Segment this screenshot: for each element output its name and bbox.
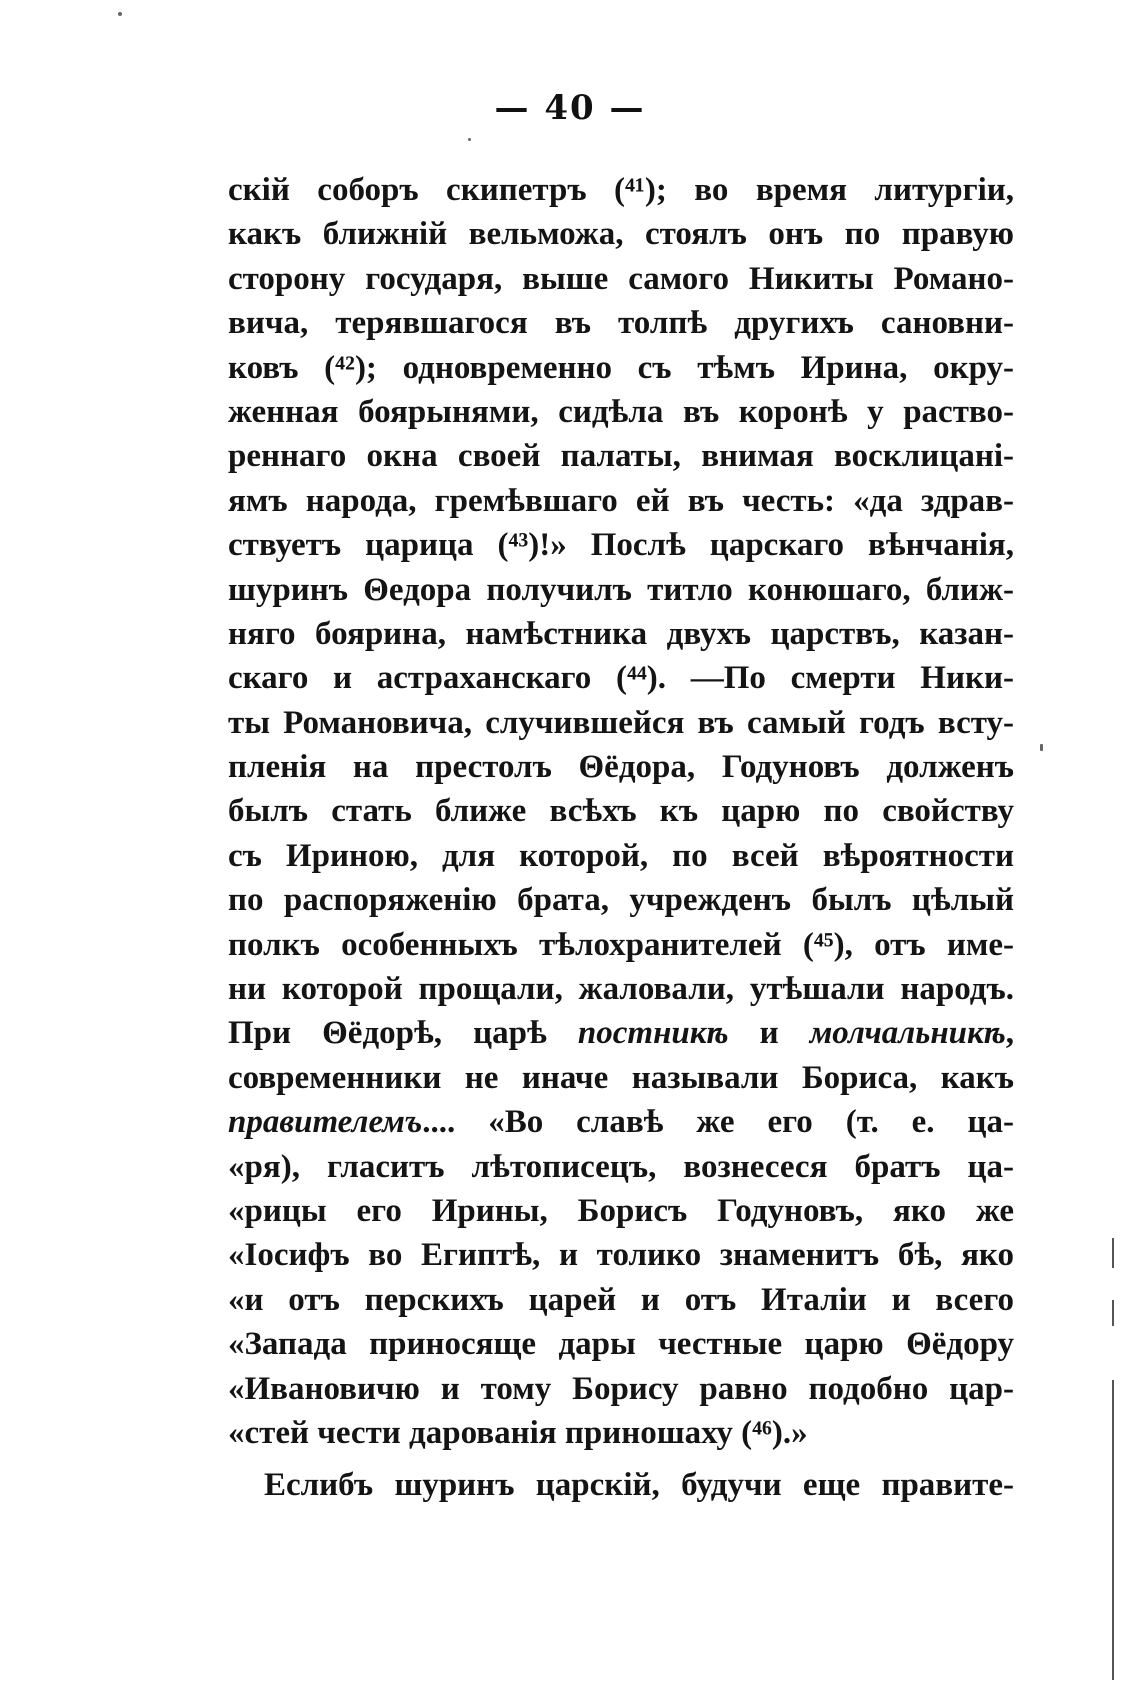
text-line: ни которой прощали, жаловали, утѣшали народъ. bbox=[228, 971, 1014, 1008]
text-line: шуринъ Θедора получилъ титло конюшаго, ближ- bbox=[228, 571, 1014, 608]
text-run: , bbox=[1005, 1015, 1014, 1052]
italic-run: постникѣ bbox=[577, 1015, 729, 1052]
text-line: реннаго окна своей палаты, внимая восклицані- bbox=[228, 438, 1014, 475]
scan-edge-mark bbox=[1112, 1238, 1114, 1268]
text-line: ковъ (⁴²); одновременно съ тѣмъ Ирина, окру- bbox=[228, 349, 1014, 386]
text-line-italic-mixed bbox=[228, 1100, 1014, 1144]
text-line: «ря), гласитъ лѣтописецъ, вознесеся братъ ца- bbox=[228, 1148, 1014, 1185]
text-line: сторону государя, выше самого Никиты Романо- bbox=[228, 260, 1014, 297]
text-line: «и отъ перскихъ царей и отъ Италіи и всего bbox=[228, 1281, 1014, 1318]
text-line: пленія на престолъ Θёдора, Годуновъ долженъ bbox=[228, 749, 1014, 786]
text-line: «стей чести дарованія приношаху (⁴⁶).» bbox=[228, 1414, 808, 1451]
text-run: и bbox=[728, 1015, 810, 1052]
text-line: вича, терявшагося въ толпѣ другихъ сановни- bbox=[228, 305, 1014, 342]
text-line: «Іосифъ во Египтѣ, и толико знаменитъ бѣ, яко bbox=[228, 1237, 1014, 1274]
text-line: ямъ народа, гремѣвшаго ей въ честь: «да здрав- bbox=[228, 482, 1014, 519]
scan-speck bbox=[118, 12, 122, 16]
text-line: былъ стать ближе всѣхъ къ царю по свойству bbox=[228, 793, 1014, 830]
text-line: няго боярина, намѣстника двухъ царствъ, казан- bbox=[228, 615, 1014, 652]
scan-edge-mark bbox=[1112, 1300, 1114, 1326]
text-line: ты Романовича, случившейся въ самый годъ всту- bbox=[228, 704, 1014, 741]
text-line-italic-mixed bbox=[228, 1011, 1014, 1055]
text-line: скаго и астраханскаго (⁴⁴). —По смерти Ники- bbox=[228, 660, 1014, 697]
text-line: женная боярынями, сидѣла въ коронѣ у раство- bbox=[228, 393, 1014, 430]
text-run: При Θёдорѣ, царѣ bbox=[228, 1015, 578, 1052]
body-text bbox=[228, 168, 1014, 1508]
paragraph-gap bbox=[228, 1455, 1014, 1463]
text-run: .... «Во славѣ же его (т. е. ца- bbox=[422, 1104, 1014, 1141]
scan-edge-mark bbox=[1112, 1380, 1114, 1680]
scan-speck bbox=[468, 138, 471, 141]
text-line: ствуетъ царица (⁴³)!» Послѣ царскаго вѣнчанія, bbox=[228, 527, 1014, 564]
text-line: «Запада приносяще дары честные царю Θёдору bbox=[228, 1326, 1014, 1363]
text-line: какъ ближній вельможа, стоялъ онъ по правую bbox=[228, 216, 1014, 253]
scan-speck bbox=[1040, 744, 1043, 751]
italic-run: молчальникѣ bbox=[809, 1015, 1006, 1052]
text-line: скій соборъ скипетръ (⁴¹); во время литургіи, bbox=[228, 172, 1014, 208]
text-line-paragraph-start: Еслибъ шуринъ царскій, будучи еще правите- bbox=[264, 1467, 1014, 1504]
page-number: — 40 — bbox=[494, 88, 646, 128]
text-line: современники не иначе называли Бориса, какъ bbox=[228, 1059, 1014, 1096]
text-line: «Ивановичю и тому Борису равно подобно цар- bbox=[228, 1370, 1014, 1407]
text-line: по распоряженію брата, учрежденъ былъ цѣлый bbox=[228, 882, 1014, 919]
text-line: «рицы его Ирины, Борисъ Годуновъ, яко же bbox=[228, 1192, 1014, 1229]
text-line: съ Ириною, для которой, по всей вѣроятности bbox=[228, 837, 1014, 874]
italic-run: правителемъ bbox=[228, 1104, 423, 1141]
text-line: полкъ особенныхъ тѣлохранителей (⁴⁵), отъ име- bbox=[228, 926, 1014, 963]
